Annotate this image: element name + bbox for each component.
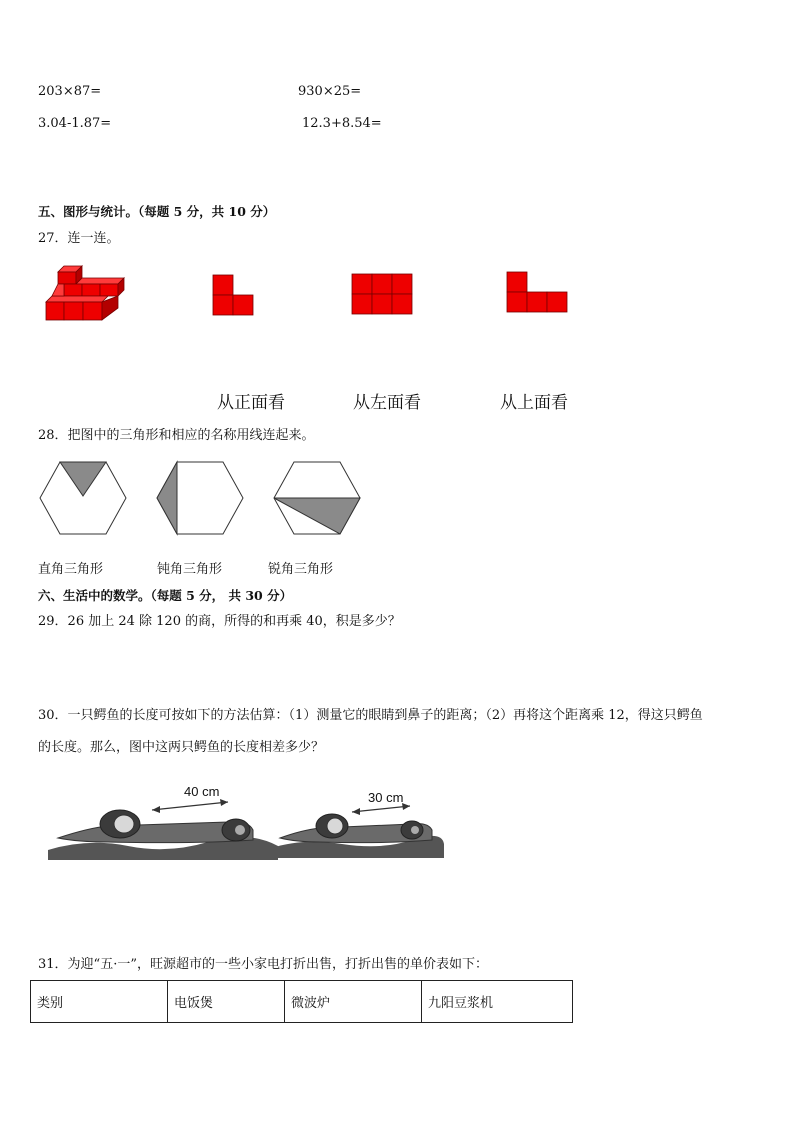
section5-title: 五、图形与统计。（每题 5 分，共 10 分）	[38, 204, 276, 219]
triangle-name-acute: 锐角三角形	[268, 562, 334, 577]
calc-q1: 203×87=	[38, 84, 102, 99]
triangle-name-right: 直角三角形	[38, 562, 104, 577]
question-28: 28．把图中的三角形和相应的名称用线连起来。	[38, 428, 315, 443]
question-31: 31．为迎“五·一”，旺源超市的一些小家电打折出售，打折出售的单价表如下：	[38, 957, 488, 972]
view-shape-rect	[351, 273, 413, 315]
table-header-cell: 类别	[31, 981, 168, 1023]
view-label-top: 从上面看	[500, 393, 568, 413]
question-27: 27．连一连。	[38, 231, 120, 246]
table-header-cell: 九阳豆浆机	[422, 981, 573, 1023]
table-header-cell: 微波炉	[285, 981, 422, 1023]
view-label-front: 从正面看	[217, 393, 285, 413]
crocodile-2-label: 30 cm	[368, 790, 404, 805]
table-row	[31, 981, 573, 1023]
price-table	[30, 980, 573, 1023]
table-header-cell: 电饭煲	[168, 981, 285, 1023]
hexagon-triangle-2	[155, 460, 245, 538]
section6-title: 六、生活中的数学。（每题 5 分， 共 30 分）	[38, 588, 293, 603]
crocodile-1-image	[48, 780, 278, 860]
cube-solid-figure	[44, 262, 126, 322]
triangle-name-obtuse: 钝角三角形	[157, 562, 223, 577]
question-29: 29．26 加上 24 除 120 的商，所得的和再乘 40，积是多少？	[38, 614, 401, 629]
question-30-line1: 30．一只鳄鱼的长度可按如下的方法估算：（1）测量它的眼睛到鼻子的距离；（2）再将这个距离乘 12，得这只鳄鱼	[38, 708, 703, 723]
calc-q3: 3.04-1.87=	[38, 116, 112, 131]
calc-q2: 930×25=	[298, 84, 362, 99]
hexagon-triangle-3	[272, 460, 362, 538]
crocodile-2-image	[272, 782, 444, 858]
crocodile-1-label: 40 cm	[184, 784, 220, 799]
view-label-left: 从左面看	[353, 393, 421, 413]
hexagon-triangle-1	[38, 460, 128, 538]
view-shape-long-l	[506, 271, 568, 313]
calc-q4: 12.3+8.54=	[302, 116, 382, 131]
question-30-line2: 的长度。那么，图中这两只鳄鱼的长度相差多少？	[38, 740, 325, 755]
view-shape-l	[212, 274, 256, 316]
